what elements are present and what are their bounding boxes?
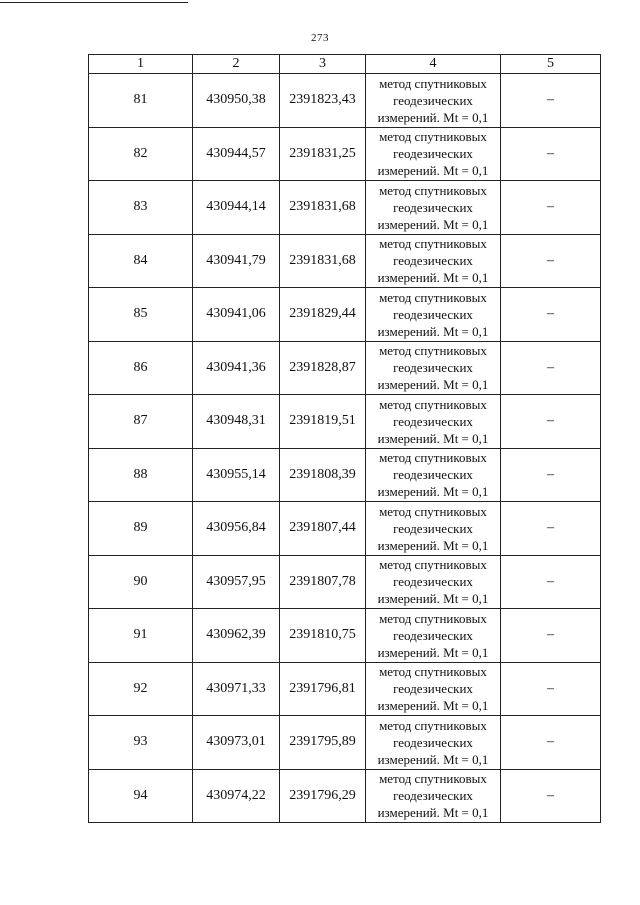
method-text-line: геодезических bbox=[393, 253, 473, 269]
method-cell bbox=[366, 234, 501, 288]
note-cell: – bbox=[501, 234, 601, 288]
x-coordinate-cell: 430941,79 bbox=[193, 234, 280, 288]
method-text-line: измерений. Mt = 0,1 bbox=[377, 163, 489, 179]
x-coordinate-cell: 430962,39 bbox=[193, 609, 280, 663]
method-text-line: метод спутниковых bbox=[379, 450, 487, 466]
x-coordinate-cell: 430957,95 bbox=[193, 555, 280, 609]
method-cell bbox=[366, 288, 501, 342]
method-text-line: измерений. Mt = 0,1 bbox=[377, 216, 489, 232]
x-coordinate-cell: 430950,38 bbox=[193, 74, 280, 128]
note-cell: – bbox=[501, 609, 601, 663]
y-coordinate-cell: 2391829,44 bbox=[280, 288, 366, 342]
method-text-line: геодезических bbox=[393, 306, 473, 322]
y-coordinate-cell: 2391807,44 bbox=[280, 502, 366, 556]
y-coordinate-cell: 2391795,89 bbox=[280, 716, 366, 770]
point-number-cell: 86 bbox=[89, 341, 193, 395]
method-text-line: геодезических bbox=[393, 788, 473, 804]
point-number-cell: 84 bbox=[89, 234, 193, 288]
y-coordinate-cell: 2391796,29 bbox=[280, 769, 366, 823]
table-row bbox=[89, 555, 601, 609]
y-coordinate-cell: 2391831,68 bbox=[280, 181, 366, 235]
point-number-cell: 89 bbox=[89, 502, 193, 556]
header-col-1: 1 bbox=[89, 55, 193, 74]
point-number-cell: 92 bbox=[89, 662, 193, 716]
y-coordinate-cell: 2391831,25 bbox=[280, 127, 366, 181]
method-text-line: метод спутниковых bbox=[379, 503, 487, 519]
y-coordinate-cell: 2391828,87 bbox=[280, 341, 366, 395]
table-row bbox=[89, 234, 601, 288]
x-coordinate-cell: 430944,57 bbox=[193, 127, 280, 181]
table-row bbox=[89, 769, 601, 823]
table-row bbox=[89, 181, 601, 235]
top-rule bbox=[0, 2, 188, 3]
method-text-line: метод спутниковых bbox=[379, 236, 487, 252]
table-row bbox=[89, 609, 601, 663]
x-coordinate-cell: 430956,84 bbox=[193, 502, 280, 556]
table-header bbox=[89, 55, 601, 74]
method-text-line: геодезических bbox=[393, 574, 473, 590]
table-row bbox=[89, 448, 601, 502]
point-number-cell: 94 bbox=[89, 769, 193, 823]
x-coordinate-cell: 430941,06 bbox=[193, 288, 280, 342]
note-cell: – bbox=[501, 662, 601, 716]
method-text-line: метод спутниковых bbox=[379, 75, 487, 91]
method-text-line: геодезических bbox=[393, 413, 473, 429]
method-text-line: геодезических bbox=[393, 199, 473, 215]
header-col-4: 4 bbox=[366, 55, 501, 74]
table-body bbox=[89, 74, 601, 823]
note-cell: – bbox=[501, 502, 601, 556]
method-text-line: метод спутниковых bbox=[379, 717, 487, 733]
point-number-cell: 85 bbox=[89, 288, 193, 342]
note-cell: – bbox=[501, 448, 601, 502]
page-number: 273 bbox=[311, 32, 329, 44]
x-coordinate-cell: 430973,01 bbox=[193, 716, 280, 770]
table-row bbox=[89, 127, 601, 181]
x-coordinate-cell: 430971,33 bbox=[193, 662, 280, 716]
method-text-line: геодезических bbox=[393, 520, 473, 536]
x-coordinate-cell: 430948,31 bbox=[193, 395, 280, 449]
method-cell bbox=[366, 609, 501, 663]
x-coordinate-cell: 430955,14 bbox=[193, 448, 280, 502]
method-cell bbox=[366, 341, 501, 395]
note-cell: – bbox=[501, 769, 601, 823]
method-text-line: метод спутниковых bbox=[379, 129, 487, 145]
method-cell bbox=[366, 716, 501, 770]
method-cell bbox=[366, 769, 501, 823]
coordinates-table bbox=[88, 54, 601, 823]
table-row bbox=[89, 502, 601, 556]
method-cell bbox=[366, 662, 501, 716]
method-text-line: геодезических bbox=[393, 467, 473, 483]
method-text-line: метод спутниковых bbox=[379, 289, 487, 305]
method-text-line: метод спутниковых bbox=[379, 771, 487, 787]
method-text-line: измерений. Mt = 0,1 bbox=[377, 591, 489, 607]
table-row bbox=[89, 716, 601, 770]
y-coordinate-cell: 2391831,68 bbox=[280, 234, 366, 288]
method-cell bbox=[366, 127, 501, 181]
method-text-line: измерений. Mt = 0,1 bbox=[377, 698, 489, 714]
table-row bbox=[89, 341, 601, 395]
method-cell bbox=[366, 448, 501, 502]
table-row bbox=[89, 662, 601, 716]
method-text-line: метод спутниковых bbox=[379, 182, 487, 198]
note-cell: – bbox=[501, 716, 601, 770]
note-cell: – bbox=[501, 288, 601, 342]
method-text-line: измерений. Mt = 0,1 bbox=[377, 270, 489, 286]
point-number-cell: 88 bbox=[89, 448, 193, 502]
method-cell bbox=[366, 555, 501, 609]
method-cell bbox=[366, 74, 501, 128]
table-row bbox=[89, 74, 601, 128]
method-text-line: измерений. Mt = 0,1 bbox=[377, 484, 489, 500]
point-number-cell: 81 bbox=[89, 74, 193, 128]
y-coordinate-cell: 2391810,75 bbox=[280, 609, 366, 663]
method-text-line: геодезических bbox=[393, 146, 473, 162]
header-row bbox=[89, 55, 601, 74]
method-text-line: метод спутниковых bbox=[379, 343, 487, 359]
method-text-line: измерений. Mt = 0,1 bbox=[377, 377, 489, 393]
header-col-2: 2 bbox=[193, 55, 280, 74]
method-text-line: метод спутниковых bbox=[379, 396, 487, 412]
point-number-cell: 83 bbox=[89, 181, 193, 235]
method-text-line: геодезических bbox=[393, 734, 473, 750]
note-cell: – bbox=[501, 555, 601, 609]
method-text-line: измерений. Mt = 0,1 bbox=[377, 751, 489, 767]
point-number-cell: 91 bbox=[89, 609, 193, 663]
note-cell: – bbox=[501, 127, 601, 181]
method-cell bbox=[366, 395, 501, 449]
x-coordinate-cell: 430974,22 bbox=[193, 769, 280, 823]
method-text-line: измерений. Mt = 0,1 bbox=[377, 644, 489, 660]
method-text-line: геодезических bbox=[393, 627, 473, 643]
table-row bbox=[89, 288, 601, 342]
note-cell: – bbox=[501, 74, 601, 128]
x-coordinate-cell: 430941,36 bbox=[193, 341, 280, 395]
method-text-line: метод спутниковых bbox=[379, 610, 487, 626]
point-number-cell: 82 bbox=[89, 127, 193, 181]
y-coordinate-cell: 2391819,51 bbox=[280, 395, 366, 449]
method-text-line: измерений. Mt = 0,1 bbox=[377, 537, 489, 553]
method-text-line: геодезических bbox=[393, 360, 473, 376]
note-cell: – bbox=[501, 395, 601, 449]
y-coordinate-cell: 2391796,81 bbox=[280, 662, 366, 716]
table-row bbox=[89, 395, 601, 449]
method-text-line: метод спутниковых bbox=[379, 557, 487, 573]
method-text-line: измерений. Mt = 0,1 bbox=[377, 109, 489, 125]
method-text-line: измерений. Mt = 0,1 bbox=[377, 323, 489, 339]
method-cell bbox=[366, 502, 501, 556]
header-col-3: 3 bbox=[280, 55, 366, 74]
method-cell bbox=[366, 181, 501, 235]
header-col-5: 5 bbox=[501, 55, 601, 74]
note-cell: – bbox=[501, 341, 601, 395]
note-cell: – bbox=[501, 181, 601, 235]
method-text-line: измерений. Mt = 0,1 bbox=[377, 805, 489, 821]
y-coordinate-cell: 2391823,43 bbox=[280, 74, 366, 128]
x-coordinate-cell: 430944,14 bbox=[193, 181, 280, 235]
method-text-line: метод спутниковых bbox=[379, 664, 487, 680]
method-text-line: измерений. Mt = 0,1 bbox=[377, 430, 489, 446]
point-number-cell: 87 bbox=[89, 395, 193, 449]
method-text-line: геодезических bbox=[393, 92, 473, 108]
point-number-cell: 93 bbox=[89, 716, 193, 770]
y-coordinate-cell: 2391808,39 bbox=[280, 448, 366, 502]
method-text-line: геодезических bbox=[393, 681, 473, 697]
point-number-cell: 90 bbox=[89, 555, 193, 609]
y-coordinate-cell: 2391807,78 bbox=[280, 555, 366, 609]
